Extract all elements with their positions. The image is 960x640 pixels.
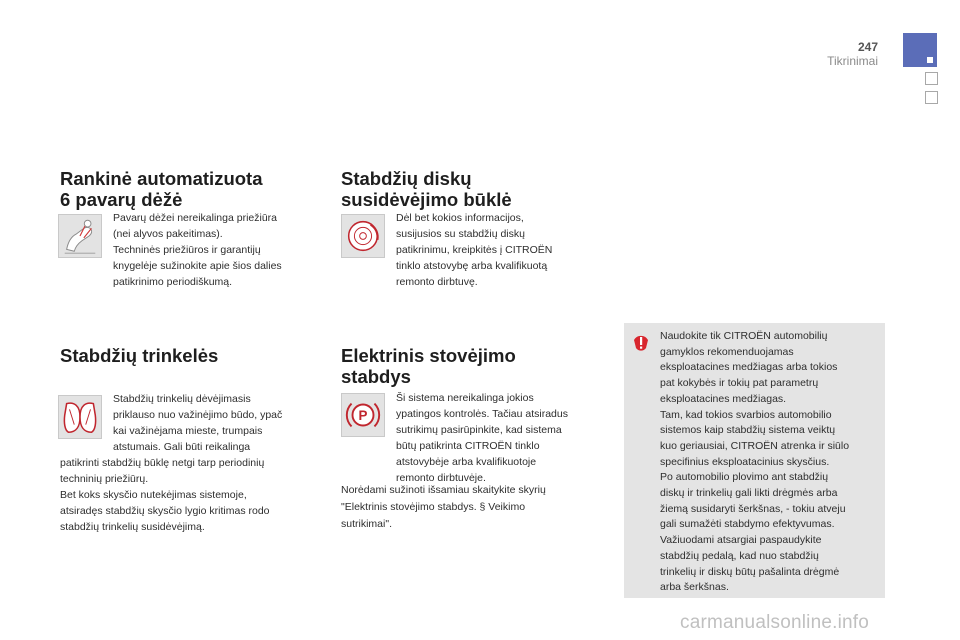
brake-pads-text-full — [60, 455, 320, 535]
gearbox-text — [113, 210, 313, 290]
note-line: eksploatacines medžiagas. — [660, 392, 787, 405]
gearbox-text-line: knygelėje sužinokite apie šios dalies — [113, 260, 282, 272]
note-line: sistemos kaip stabdžių sistema veiktų — [660, 424, 836, 437]
brake-pads-text-line: priklauso nuo važinėjimo būdo, ypač — [113, 409, 283, 421]
brake-discs-title-line1: Stabdžių diskų — [341, 168, 472, 189]
brake-pads-title: Stabdžių trinkelės — [60, 345, 219, 366]
note-line: Tam, kad tokios svarbios automobilio — [660, 408, 832, 421]
parking-brake-heading — [341, 345, 516, 387]
note-line: Naudokite tik CITROËN automobilių — [660, 330, 828, 342]
parking-brake-icon — [341, 393, 385, 437]
chapter-tab-active — [903, 33, 937, 67]
parking-brake-reference-line: Norėdami sužinoti išsamiau skaitykite skyrių — [341, 484, 546, 496]
brake-pads-text-line: stabdžių trinkelių susidėvėjimą. — [60, 521, 205, 533]
parking-brake-title-line1: Elektrinis stovėjimo — [341, 345, 516, 366]
watermark-text: carmanualsonline.info — [680, 612, 870, 633]
gearbox-text-line: patikrinimo periodiškumą. — [113, 276, 233, 288]
brake-pads-text-line: patikrinti stabdžių būklę netgi tarp periodinių — [60, 457, 265, 469]
brake-discs-text-line: Dėl bet kokios informacijos, — [396, 212, 524, 224]
note-line: diskų ir trinkelių gali likti drėgmės arba — [660, 487, 838, 500]
page-number: 247 — [857, 40, 878, 54]
gearbox-heading — [60, 168, 263, 210]
note-line: gamyklos rekomenduojamas — [660, 345, 794, 358]
brake-discs-text-line: tinklo atstovybę arba kvalifikuotą — [396, 260, 548, 272]
parking-brake-text-line: ypatingos kontrolės. Tačiau atsiradus — [396, 408, 568, 420]
parking-brake-reference-line: "Elektrinis stovėjimo stabdys. § Veikimo — [341, 501, 526, 513]
parking-brake-text — [396, 390, 606, 486]
brake-discs-heading — [341, 168, 512, 210]
section-title: Tikrinimai — [827, 54, 878, 68]
brake-pads-text-line: techninių priežiūrų. — [60, 473, 149, 485]
note-line: trinkelių ir diskų būtų pašalinta drėgmė — [660, 565, 840, 578]
chapter-tab — [925, 72, 938, 85]
brake-pads-text-line: atsiradęs stabdžių skysčio lygio kritimas rodo — [60, 505, 270, 517]
brake-discs-text — [396, 210, 606, 290]
note-line: stabdžių pedalą, kad nuo stabdžių — [660, 549, 819, 562]
gearbox-title-line2: 6 pavarų dėžė — [60, 189, 183, 210]
note-line: pat kokybės ir tokių pat parametrų — [660, 377, 819, 390]
note-line: gali sumažėti stabdymo efektyvumas. — [660, 518, 835, 531]
note-line: eksploatacines medžiagas arba tokios — [660, 361, 838, 374]
brake-pads-text-line: Bet koks skysčio nutekėjimas sistemoje, — [60, 489, 247, 501]
parking-brake-text-line: Ši sistema nereikalinga jokios — [396, 392, 534, 404]
note-line: Po automobilio plovimo ant stabdžių — [660, 471, 829, 484]
gearbox-text-line: Techninės priežiūros ir garantijų — [113, 244, 261, 256]
brake-pads-text-line: kai važinėjama mieste, trumpais — [113, 425, 263, 437]
parking-brake-text-line: atstovybėje arba kvalifikuotoje — [396, 456, 537, 468]
parking-brake-reference — [341, 482, 601, 533]
parking-brake-text-line: būtų patikrinta CITROËN tinklo — [396, 440, 540, 452]
parking-brake-title-line2: stabdys — [341, 366, 411, 387]
parking-brake-reference-line: sutrikimai". — [341, 518, 392, 530]
brake-pads-text-line: atstumais. Gali būti reikalinga — [113, 441, 251, 453]
brake-discs-text-line: susijusios su stabdžių diskų — [396, 228, 525, 240]
brake-pads-icon — [58, 395, 102, 439]
warning-icon — [631, 333, 651, 353]
brake-disc-icon — [341, 214, 385, 258]
brake-pads-text-line: Stabdžių trinkelių dėvėjimasis — [113, 393, 251, 405]
note-line: specifinius eksploatacinius skysčius. — [660, 455, 830, 468]
brake-pads-text — [113, 391, 318, 455]
gearbox-title-line1: Rankinė automatizuota — [60, 168, 263, 189]
brake-discs-text-line: patikrinimu, kreipkitės į CITROËN — [396, 244, 553, 256]
note-line: Važiuodami atsargiai paspaudykite — [660, 534, 822, 547]
parking-brake-text-line: remonto dirbtuvėje. — [396, 472, 486, 484]
gear-lever-icon — [58, 214, 102, 258]
gearbox-text-line: (nei alyvos pakeitimas). — [113, 228, 223, 240]
gearbox-text-line: Pavarų dėžei nereikalinga priežiūra — [113, 212, 278, 224]
chapter-tab — [925, 91, 938, 104]
note-line: žiemą susidaryti šerkšnas, - tokiu atveju — [660, 502, 846, 515]
brake-discs-title-line2: susidėvėjimo būklė — [341, 189, 512, 210]
parking-brake-text-line: sutrikimų pasirūpinkite, kad sistema — [396, 424, 562, 436]
note-line: arba šerkšnas. — [660, 581, 729, 594]
note-text — [660, 329, 882, 596]
brake-discs-text-line: remonto dirbtuvę. — [396, 276, 478, 288]
svg-text:P: P — [358, 407, 368, 423]
note-line: kuo geriausiai, CITROËN atrenka ir siūlo — [660, 439, 850, 452]
